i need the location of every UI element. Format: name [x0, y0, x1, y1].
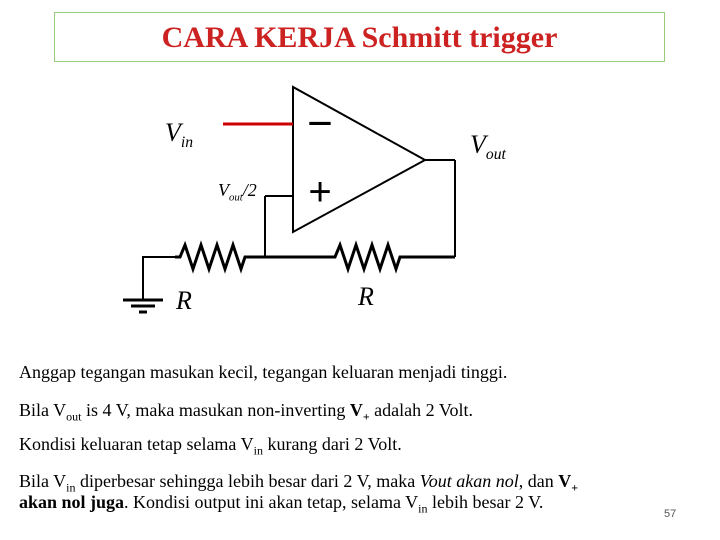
- resistor-right-label: R: [358, 282, 374, 311]
- vin-label: $V_{in}$: [165, 118, 194, 152]
- page-number: 57: [664, 508, 677, 520]
- paragraph-3: Kondisi keluaran tetap selama $V_{in}$ kurang dari 2 Volt.: [19, 434, 402, 458]
- minus-sign: −: [307, 99, 333, 148]
- paragraph-5: akan nol juga. Kondisi output ini akan tetap, selama $V_{in}$ lebih besar 2 V.: [19, 492, 544, 516]
- ground-icon: [123, 300, 163, 312]
- paragraph-4: Bila $V_{in}$ diperbesar sehingga lebih besar dari 2 V, maka Vout akan nol, dan $V_+$: [19, 471, 579, 495]
- ground-wire: [143, 257, 175, 300]
- resistor-right: [265, 245, 455, 269]
- paragraph-1: Anggap tegangan masukan kecil, tegangan keluaran menjadi tinggi.: [19, 362, 508, 382]
- paragraph-2: Bila $V_{out}$ is 4 V, maka masukan non-inverting $V_+$ adalah 2 Volt.: [19, 400, 473, 424]
- plus-sign: +: [308, 170, 332, 214]
- page-title: CARA KERJA Schmitt trigger: [161, 21, 558, 54]
- vout-half-label: $V_{out}/2$: [218, 180, 257, 204]
- vout-label: $V_{out}$: [470, 130, 506, 164]
- resistor-left-label: R: [176, 286, 192, 315]
- resistor-left: [175, 245, 265, 269]
